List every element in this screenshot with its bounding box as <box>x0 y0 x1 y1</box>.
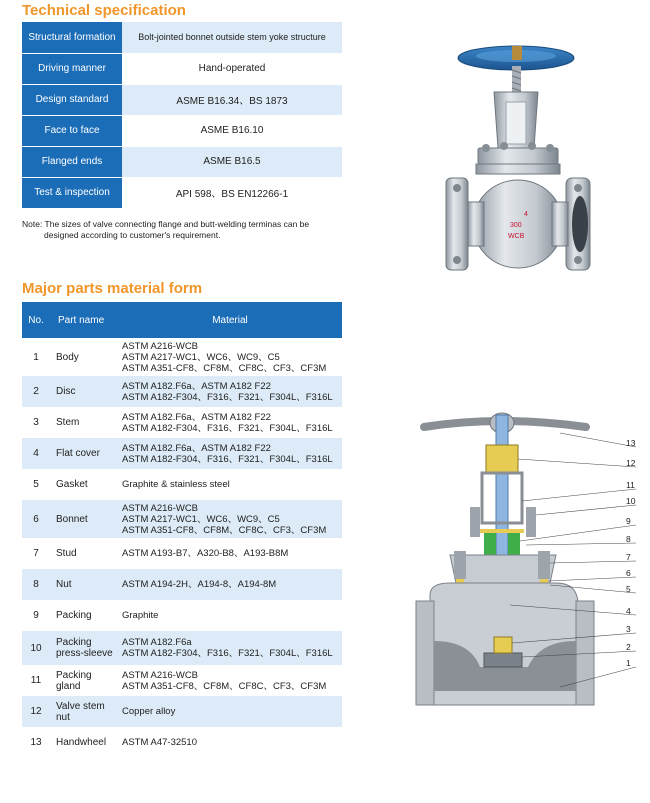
part-material <box>118 438 342 469</box>
part-number: 6 <box>22 500 50 538</box>
photo-marking-material: WCB <box>508 233 525 240</box>
part-name: Gasket <box>50 469 118 500</box>
part-number: 13 <box>22 727 50 758</box>
parts-row <box>22 538 342 569</box>
part-name: Valve stem nut <box>50 696 118 727</box>
parts-row <box>22 338 342 376</box>
diagram-callout-13: 13 <box>626 438 636 448</box>
material-line: ASTM A217-WC1、WC6、WC9、C5 <box>122 513 280 525</box>
parts-row <box>22 438 342 469</box>
spec-label: Flanged ends <box>22 146 122 177</box>
spec-label: Face to face <box>22 115 122 146</box>
parts-row <box>22 407 342 438</box>
parts-section-title: Major parts material form <box>22 280 203 297</box>
material-line: ASTM A182-F304、F316、F321、F304L、F316L <box>122 648 333 659</box>
part-name: Flat cover <box>50 438 118 469</box>
spec-value: ASME B16.10 <box>122 115 342 146</box>
photo-marking-class: 300 <box>510 222 522 229</box>
part-material <box>118 696 342 727</box>
material-line: ASTM A217-WC1、WC6、WC9、C5 <box>122 351 280 363</box>
spec-label: Test & inspection <box>22 177 122 208</box>
part-name: Body <box>50 338 118 376</box>
spec-row <box>22 115 342 146</box>
part-number: 10 <box>22 631 50 665</box>
diagram-callout-7: 7 <box>626 552 631 562</box>
spec-value: Bolt-jointed bonnet outside stem yoke structure <box>122 22 342 53</box>
spec-note <box>22 219 342 241</box>
part-name: Packing gland <box>50 665 118 696</box>
part-name: Packing <box>50 600 118 631</box>
part-number: 12 <box>22 696 50 727</box>
part-number: 11 <box>22 665 50 696</box>
material-line: ASTM A193-B7、A320-B8、A193-B8M <box>122 548 289 559</box>
part-material <box>118 600 342 631</box>
material-line: ASTM A216-WCB <box>122 502 199 514</box>
part-name: Disc <box>50 376 118 407</box>
spec-label: Design standard <box>22 84 122 115</box>
part-name: Stem <box>50 407 118 438</box>
diagram-callout-6: 6 <box>626 568 631 578</box>
spec-row <box>22 146 342 177</box>
material-line: ASTM A351-CF8、CF8M、CF8C、CF3、CF3M <box>122 680 327 692</box>
header-no: No. <box>22 302 50 338</box>
header-material: Material <box>118 302 342 338</box>
spec-section-title: Technical specification <box>22 2 186 19</box>
parts-row <box>22 696 342 727</box>
part-material <box>118 631 342 665</box>
part-number: 8 <box>22 569 50 600</box>
part-material <box>118 569 342 600</box>
diagram-callout-11: 11 <box>626 480 635 490</box>
parts-row <box>22 469 342 500</box>
diagram-callout-2: 2 <box>626 642 631 652</box>
part-number: 4 <box>22 438 50 469</box>
material-line: ASTM A182-F304、F316、F321、F304L、F316L <box>122 422 333 434</box>
material-line: ASTM A47-32510 <box>122 737 197 748</box>
material-line: Copper alloy <box>122 706 176 717</box>
spec-value: Hand-operated <box>122 53 342 84</box>
valve-cross-section-diagram <box>410 405 646 735</box>
material-line: ASTM A182-F304、F316、F321、F304L、F316L <box>122 453 333 465</box>
part-material <box>118 727 342 758</box>
part-material <box>118 469 342 500</box>
diagram-callout-9: 9 <box>626 516 631 526</box>
material-line: Graphite & stainless steel <box>122 479 230 490</box>
material-line: ASTM A216-WCB <box>122 669 199 681</box>
part-number: 1 <box>22 338 50 376</box>
material-line: ASTM A351-CF8、CF8M、CF8C、CF3、CF3M <box>122 524 327 536</box>
valve-photo <box>428 36 618 281</box>
spec-table <box>22 22 342 209</box>
material-line: ASTM A182.F6a、ASTM A182 F22 <box>122 380 271 392</box>
diagram-callout-1: 1 <box>626 658 631 668</box>
spec-row <box>22 84 342 115</box>
material-line: ASTM A216-WCB <box>122 340 199 352</box>
parts-row <box>22 500 342 538</box>
parts-row <box>22 727 342 758</box>
part-material <box>118 376 342 407</box>
diagram-callout-4: 4 <box>626 606 631 616</box>
material-line: ASTM A182.F6a、ASTM A182 F22 <box>122 442 271 454</box>
spec-row <box>22 177 342 208</box>
part-name: Packing press-sleeve <box>50 631 118 665</box>
part-number: 5 <box>22 469 50 500</box>
part-number: 7 <box>22 538 50 569</box>
part-material <box>118 500 342 538</box>
diagram-callout-8: 8 <box>626 534 631 544</box>
parts-row <box>22 569 342 600</box>
material-line: ASTM A194-2H、A194-8、A194-8M <box>122 579 277 590</box>
spec-row <box>22 22 342 53</box>
diagram-callout-3: 3 <box>626 624 631 634</box>
diagram-callout-12: 12 <box>626 458 636 468</box>
material-line: ASTM A182-F304、F316、F321、F304L、F316L <box>122 391 333 403</box>
diagram-callout-5: 5 <box>626 584 631 594</box>
spec-value: ASME B16.5 <box>122 146 342 177</box>
spec-label: Structural formation <box>22 22 122 53</box>
photo-marking-size: 4 <box>524 211 528 218</box>
part-number: 9 <box>22 600 50 631</box>
part-number: 3 <box>22 407 50 438</box>
spec-note-line1: Note: The sizes of valve connecting flange and butt-welding terminas can be <box>22 219 310 229</box>
material-line: ASTM A182.F6a、ASTM A182 F22 <box>122 411 271 423</box>
parts-row <box>22 631 342 665</box>
spec-value: ASME B16.34、BS 1873 <box>122 84 342 115</box>
parts-row <box>22 376 342 407</box>
part-material <box>118 538 342 569</box>
material-line: ASTM A351-CF8、CF8M、CF8C、CF3、CF3M <box>122 362 327 374</box>
material-line: Graphite <box>122 610 159 621</box>
parts-table <box>22 302 342 758</box>
parts-table-header-row <box>22 302 342 338</box>
part-name: Handwheel <box>50 727 118 758</box>
spec-value: API 598、BS EN12266-1 <box>122 177 342 208</box>
part-material <box>118 407 342 438</box>
spec-label: Driving manner <box>22 53 122 84</box>
parts-row <box>22 665 342 696</box>
spec-note-line2: designed according to customer's requirement. <box>44 230 221 240</box>
spec-row <box>22 53 342 84</box>
part-number: 2 <box>22 376 50 407</box>
part-material <box>118 665 342 696</box>
part-material <box>118 338 342 376</box>
parts-row <box>22 600 342 631</box>
header-part-name: Part name <box>50 302 118 338</box>
diagram-callout-10: 10 <box>626 496 636 506</box>
part-name: Bonnet <box>50 500 118 538</box>
material-line: ASTM A182.F6a <box>122 637 192 648</box>
part-name: Stud <box>50 538 118 569</box>
part-name: Nut <box>50 569 118 600</box>
